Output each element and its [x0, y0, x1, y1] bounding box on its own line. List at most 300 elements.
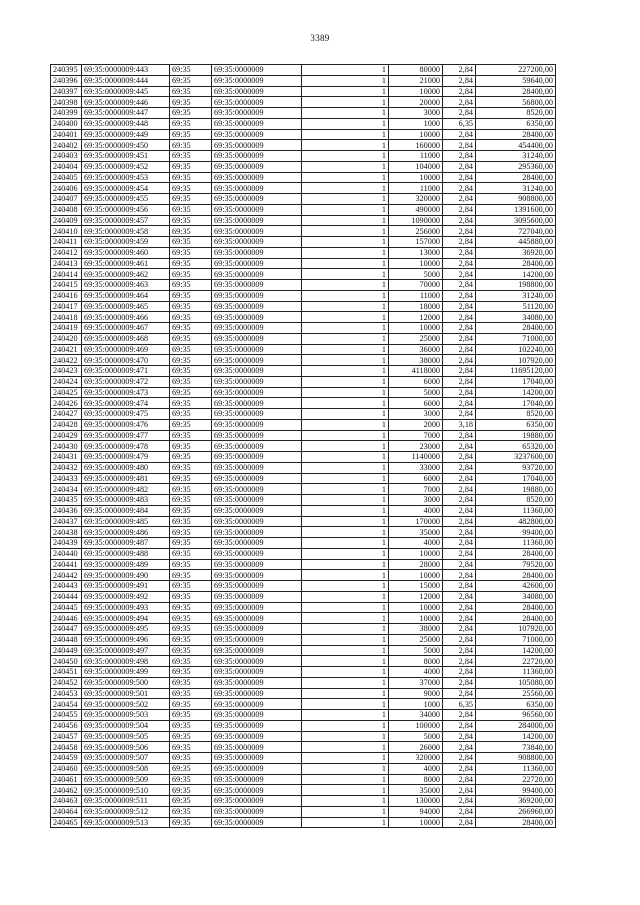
cell-district-code: 69:35 [170, 548, 212, 559]
cell-count: 1 [302, 656, 389, 667]
table-row [51, 742, 556, 753]
cell-value: 51120,00 [476, 301, 556, 312]
cell-area: 12000 [389, 591, 443, 602]
cell-row-number: 240406 [51, 183, 82, 194]
cell-cadastral-number: 69:35:0000009:488 [82, 548, 170, 559]
table-row [51, 462, 556, 473]
cell-row-number: 240447 [51, 624, 82, 635]
cell-count: 1 [302, 516, 389, 527]
cell-count: 1 [302, 452, 389, 463]
cell-area: 25000 [389, 333, 443, 344]
table-row [51, 677, 556, 688]
cell-count: 1 [302, 667, 389, 678]
cell-district-code: 69:35 [170, 237, 212, 248]
cell-area: 4000 [389, 538, 443, 549]
cell-value: 36920,00 [476, 247, 556, 258]
cell-rate: 2,84 [443, 645, 476, 656]
cell-area: 6000 [389, 376, 443, 387]
table-row [51, 452, 556, 463]
cell-district-code: 69:35 [170, 484, 212, 495]
cell-value: 31240,00 [476, 183, 556, 194]
cell-rate: 2,84 [443, 559, 476, 570]
cell-quarter-number: 69:35:0000009 [212, 581, 302, 592]
cell-cadastral-number: 69:35:0000009:504 [82, 720, 170, 731]
cell-count: 1 [302, 624, 389, 635]
table-row [51, 538, 556, 549]
cell-area: 1140000 [389, 452, 443, 463]
cell-area: 38000 [389, 355, 443, 366]
cell-cadastral-number: 69:35:0000009:480 [82, 462, 170, 473]
cell-district-code: 69:35 [170, 806, 212, 817]
cell-cadastral-number: 69:35:0000009:467 [82, 323, 170, 334]
table-row [51, 785, 556, 796]
table-row [51, 409, 556, 420]
cell-value: 42600,00 [476, 581, 556, 592]
table-row [51, 118, 556, 129]
cell-value: 14200,00 [476, 731, 556, 742]
cell-quarter-number: 69:35:0000009 [212, 430, 302, 441]
cell-area: 160000 [389, 140, 443, 151]
cell-quarter-number: 69:35:0000009 [212, 258, 302, 269]
cell-area: 80000 [389, 65, 443, 76]
cell-quarter-number: 69:35:0000009 [212, 290, 302, 301]
table-row [51, 591, 556, 602]
cell-area: 170000 [389, 516, 443, 527]
table-row [51, 97, 556, 108]
cell-rate: 2,84 [443, 75, 476, 86]
cell-value: 295360,00 [476, 161, 556, 172]
cell-quarter-number: 69:35:0000009 [212, 140, 302, 151]
cell-cadastral-number: 69:35:0000009:487 [82, 538, 170, 549]
cell-rate: 2,84 [443, 817, 476, 828]
cell-area: 320000 [389, 194, 443, 205]
cell-quarter-number: 69:35:0000009 [212, 387, 302, 398]
cell-value: 266960,00 [476, 806, 556, 817]
cell-area: 7000 [389, 430, 443, 441]
cell-district-code: 69:35 [170, 409, 212, 420]
cell-value: 6350,00 [476, 118, 556, 129]
cell-cadastral-number: 69:35:0000009:477 [82, 430, 170, 441]
cell-cadastral-number: 69:35:0000009:458 [82, 226, 170, 237]
cell-count: 1 [302, 86, 389, 97]
cell-count: 1 [302, 409, 389, 420]
cell-quarter-number: 69:35:0000009 [212, 108, 302, 119]
cell-row-number: 240457 [51, 731, 82, 742]
cell-quarter-number: 69:35:0000009 [212, 269, 302, 280]
cell-quarter-number: 69:35:0000009 [212, 817, 302, 828]
cell-cadastral-number: 69:35:0000009:507 [82, 753, 170, 764]
cell-count: 1 [302, 172, 389, 183]
cell-area: 3000 [389, 409, 443, 420]
cell-count: 1 [302, 269, 389, 280]
cell-value: 31240,00 [476, 290, 556, 301]
cell-count: 1 [302, 548, 389, 559]
cell-rate: 2,84 [443, 731, 476, 742]
cell-count: 1 [302, 290, 389, 301]
cell-quarter-number: 69:35:0000009 [212, 613, 302, 624]
cell-rate: 2,84 [443, 301, 476, 312]
table-row [51, 269, 556, 280]
cell-area: 256000 [389, 226, 443, 237]
cell-district-code: 69:35 [170, 269, 212, 280]
cell-rate: 2,84 [443, 462, 476, 473]
cell-count: 1 [302, 742, 389, 753]
cell-value: 28400,00 [476, 129, 556, 140]
table-row [51, 312, 556, 323]
cell-row-number: 240464 [51, 806, 82, 817]
cell-rate: 2,84 [443, 796, 476, 807]
cell-cadastral-number: 69:35:0000009:448 [82, 118, 170, 129]
cell-area: 157000 [389, 237, 443, 248]
cell-count: 1 [302, 785, 389, 796]
cell-value: 96560,00 [476, 710, 556, 721]
cell-quarter-number: 69:35:0000009 [212, 516, 302, 527]
cell-area: 34000 [389, 710, 443, 721]
cell-rate: 2,84 [443, 280, 476, 291]
cell-quarter-number: 69:35:0000009 [212, 398, 302, 409]
cell-row-number: 240434 [51, 484, 82, 495]
cell-value: 73840,00 [476, 742, 556, 753]
cell-quarter-number: 69:35:0000009 [212, 376, 302, 387]
cell-row-number: 240417 [51, 301, 82, 312]
cell-count: 1 [302, 645, 389, 656]
table-row [51, 366, 556, 377]
cell-district-code: 69:35 [170, 419, 212, 430]
cell-area: 35000 [389, 785, 443, 796]
cell-row-number: 240413 [51, 258, 82, 269]
table-row [51, 215, 556, 226]
cell-row-number: 240405 [51, 172, 82, 183]
cell-area: 10000 [389, 570, 443, 581]
cell-row-number: 240408 [51, 204, 82, 215]
cell-count: 1 [302, 505, 389, 516]
cell-cadastral-number: 69:35:0000009:459 [82, 237, 170, 248]
table-row [51, 280, 556, 291]
cell-count: 1 [302, 151, 389, 162]
cell-district-code: 69:35 [170, 280, 212, 291]
cell-area: 104000 [389, 161, 443, 172]
table-row [51, 796, 556, 807]
cell-row-number: 240438 [51, 527, 82, 538]
cell-district-code: 69:35 [170, 645, 212, 656]
cell-cadastral-number: 69:35:0000009:509 [82, 774, 170, 785]
cell-value: 11360,00 [476, 763, 556, 774]
cell-area: 5000 [389, 731, 443, 742]
cell-rate: 2,84 [443, 473, 476, 484]
cell-quarter-number: 69:35:0000009 [212, 172, 302, 183]
cell-cadastral-number: 69:35:0000009:463 [82, 280, 170, 291]
cell-quarter-number: 69:35:0000009 [212, 226, 302, 237]
cell-area: 4118000 [389, 366, 443, 377]
cell-district-code: 69:35 [170, 699, 212, 710]
cell-area: 5000 [389, 645, 443, 656]
cell-cadastral-number: 69:35:0000009:451 [82, 151, 170, 162]
table-row [51, 624, 556, 635]
cell-rate: 2,84 [443, 624, 476, 635]
cell-cadastral-number: 69:35:0000009:486 [82, 527, 170, 538]
cell-count: 1 [302, 247, 389, 258]
cell-count: 1 [302, 710, 389, 721]
cell-row-number: 240404 [51, 161, 82, 172]
cell-count: 1 [302, 204, 389, 215]
cell-row-number: 240409 [51, 215, 82, 226]
table-row [51, 86, 556, 97]
cell-quarter-number: 69:35:0000009 [212, 484, 302, 495]
cell-count: 1 [302, 796, 389, 807]
table-row [51, 516, 556, 527]
cell-row-number: 240422 [51, 355, 82, 366]
cell-cadastral-number: 69:35:0000009:501 [82, 688, 170, 699]
cell-cadastral-number: 69:35:0000009:469 [82, 344, 170, 355]
cell-count: 1 [302, 355, 389, 366]
cell-area: 4000 [389, 667, 443, 678]
cell-rate: 3,18 [443, 419, 476, 430]
cell-count: 1 [302, 194, 389, 205]
cell-count: 1 [302, 419, 389, 430]
cell-value: 107920,00 [476, 624, 556, 635]
cell-rate: 2,84 [443, 785, 476, 796]
cell-quarter-number: 69:35:0000009 [212, 774, 302, 785]
cell-count: 1 [302, 753, 389, 764]
cell-row-number: 240412 [51, 247, 82, 258]
cell-cadastral-number: 69:35:0000009:452 [82, 161, 170, 172]
cell-value: 28400,00 [476, 613, 556, 624]
table-row [51, 667, 556, 678]
cell-value: 6350,00 [476, 699, 556, 710]
cell-area: 10000 [389, 172, 443, 183]
cell-row-number: 240419 [51, 323, 82, 334]
cell-quarter-number: 69:35:0000009 [212, 452, 302, 463]
cell-rate: 2,84 [443, 409, 476, 420]
cell-cadastral-number: 69:35:0000009:453 [82, 172, 170, 183]
table-row [51, 108, 556, 119]
cell-value: 14200,00 [476, 269, 556, 280]
cell-count: 1 [302, 129, 389, 140]
cell-area: 6000 [389, 473, 443, 484]
cell-rate: 2,84 [443, 333, 476, 344]
cell-quarter-number: 69:35:0000009 [212, 247, 302, 258]
cell-value: 445880,00 [476, 237, 556, 248]
cadastral-value-table [50, 64, 556, 828]
cell-row-number: 240452 [51, 677, 82, 688]
cell-rate: 2,84 [443, 516, 476, 527]
cell-district-code: 69:35 [170, 473, 212, 484]
cell-row-number: 240414 [51, 269, 82, 280]
cell-area: 2000 [389, 419, 443, 430]
table-row [51, 75, 556, 86]
cell-cadastral-number: 69:35:0000009:466 [82, 312, 170, 323]
cell-rate: 2,84 [443, 720, 476, 731]
table-row [51, 817, 556, 828]
cell-rate: 2,84 [443, 376, 476, 387]
cell-rate: 2,84 [443, 247, 476, 258]
cell-row-number: 240453 [51, 688, 82, 699]
cell-rate: 2,84 [443, 86, 476, 97]
cell-cadastral-number: 69:35:0000009:460 [82, 247, 170, 258]
cell-quarter-number: 69:35:0000009 [212, 753, 302, 764]
cell-value: 482800,00 [476, 516, 556, 527]
cell-rate: 2,84 [443, 355, 476, 366]
cell-cadastral-number: 69:35:0000009:475 [82, 409, 170, 420]
cell-value: 227200,00 [476, 65, 556, 76]
cell-value: 71000,00 [476, 333, 556, 344]
cell-row-number: 240443 [51, 581, 82, 592]
cell-count: 1 [302, 237, 389, 248]
cell-row-number: 240465 [51, 817, 82, 828]
cell-district-code: 69:35 [170, 817, 212, 828]
cell-rate: 2,84 [443, 688, 476, 699]
cell-row-number: 240454 [51, 699, 82, 710]
cell-row-number: 240420 [51, 333, 82, 344]
cell-cadastral-number: 69:35:0000009:457 [82, 215, 170, 226]
cell-value: 908800,00 [476, 753, 556, 764]
table-row [51, 129, 556, 140]
cell-value: 107920,00 [476, 355, 556, 366]
cell-district-code: 69:35 [170, 323, 212, 334]
cell-area: 15000 [389, 581, 443, 592]
cell-cadastral-number: 69:35:0000009:446 [82, 97, 170, 108]
cell-count: 1 [302, 731, 389, 742]
cell-row-number: 240400 [51, 118, 82, 129]
cell-quarter-number: 69:35:0000009 [212, 656, 302, 667]
table-row [51, 581, 556, 592]
cell-count: 1 [302, 634, 389, 645]
cell-rate: 2,84 [443, 269, 476, 280]
cell-rate: 2,84 [443, 548, 476, 559]
cell-district-code: 69:35 [170, 441, 212, 452]
cell-cadastral-number: 69:35:0000009:456 [82, 204, 170, 215]
cell-row-number: 240456 [51, 720, 82, 731]
cell-quarter-number: 69:35:0000009 [212, 505, 302, 516]
cell-value: 454400,00 [476, 140, 556, 151]
cell-quarter-number: 69:35:0000009 [212, 688, 302, 699]
cell-row-number: 240451 [51, 667, 82, 678]
cell-value: 14200,00 [476, 387, 556, 398]
cell-district-code: 69:35 [170, 247, 212, 258]
table-row [51, 237, 556, 248]
cell-count: 1 [302, 720, 389, 731]
cell-value: 369200,00 [476, 796, 556, 807]
table-row [51, 570, 556, 581]
cell-row-number: 240431 [51, 452, 82, 463]
cell-district-code: 69:35 [170, 172, 212, 183]
cell-row-number: 240407 [51, 194, 82, 205]
cell-count: 1 [302, 97, 389, 108]
cell-row-number: 240403 [51, 151, 82, 162]
cell-rate: 2,84 [443, 505, 476, 516]
cell-value: 59640,00 [476, 75, 556, 86]
cell-count: 1 [302, 118, 389, 129]
cell-quarter-number: 69:35:0000009 [212, 333, 302, 344]
cell-row-number: 240430 [51, 441, 82, 452]
cell-value: 28400,00 [476, 817, 556, 828]
cell-cadastral-number: 69:35:0000009:497 [82, 645, 170, 656]
cell-cadastral-number: 69:35:0000009:499 [82, 667, 170, 678]
cell-row-number: 240448 [51, 634, 82, 645]
cell-value: 99400,00 [476, 527, 556, 538]
cell-quarter-number: 69:35:0000009 [212, 312, 302, 323]
cell-rate: 2,84 [443, 366, 476, 377]
cell-row-number: 240460 [51, 763, 82, 774]
cell-row-number: 240410 [51, 226, 82, 237]
cell-district-code: 69:35 [170, 731, 212, 742]
cell-quarter-number: 69:35:0000009 [212, 591, 302, 602]
table-row [51, 645, 556, 656]
cell-cadastral-number: 69:35:0000009:455 [82, 194, 170, 205]
table-row [51, 194, 556, 205]
cell-cadastral-number: 69:35:0000009:491 [82, 581, 170, 592]
table-row [51, 688, 556, 699]
cell-area: 5000 [389, 387, 443, 398]
cell-row-number: 240418 [51, 312, 82, 323]
table-row [51, 323, 556, 334]
cell-rate: 2,84 [443, 806, 476, 817]
cell-value: 19880,00 [476, 430, 556, 441]
table-row [51, 290, 556, 301]
cell-cadastral-number: 69:35:0000009:462 [82, 269, 170, 280]
cell-area: 18000 [389, 301, 443, 312]
table-row [51, 484, 556, 495]
cell-count: 1 [302, 312, 389, 323]
cell-count: 1 [302, 602, 389, 613]
cell-count: 1 [302, 161, 389, 172]
cell-rate: 2,84 [443, 215, 476, 226]
cell-count: 1 [302, 473, 389, 484]
cell-quarter-number: 69:35:0000009 [212, 710, 302, 721]
cell-district-code: 69:35 [170, 118, 212, 129]
cell-value: 99400,00 [476, 785, 556, 796]
cell-row-number: 240440 [51, 548, 82, 559]
cell-cadastral-number: 69:35:0000009:476 [82, 419, 170, 430]
cell-district-code: 69:35 [170, 656, 212, 667]
cell-district-code: 69:35 [170, 258, 212, 269]
cell-cadastral-number: 69:35:0000009:470 [82, 355, 170, 366]
cell-cadastral-number: 69:35:0000009:496 [82, 634, 170, 645]
cell-row-number: 240428 [51, 419, 82, 430]
cell-row-number: 240455 [51, 710, 82, 721]
cell-rate: 2,84 [443, 634, 476, 645]
cell-count: 1 [302, 677, 389, 688]
table-row [51, 753, 556, 764]
cell-cadastral-number: 69:35:0000009:511 [82, 796, 170, 807]
cell-district-code: 69:35 [170, 65, 212, 76]
cell-count: 1 [302, 333, 389, 344]
cell-quarter-number: 69:35:0000009 [212, 183, 302, 194]
cell-value: 25560,00 [476, 688, 556, 699]
cell-row-number: 240396 [51, 75, 82, 86]
cell-count: 1 [302, 559, 389, 570]
cell-area: 70000 [389, 280, 443, 291]
cell-district-code: 69:35 [170, 753, 212, 764]
cell-district-code: 69:35 [170, 183, 212, 194]
cell-rate: 2,84 [443, 667, 476, 678]
cell-quarter-number: 69:35:0000009 [212, 731, 302, 742]
cell-count: 1 [302, 108, 389, 119]
cell-district-code: 69:35 [170, 667, 212, 678]
table-row [51, 613, 556, 624]
cell-rate: 2,84 [443, 742, 476, 753]
cell-row-number: 240436 [51, 505, 82, 516]
table-row [51, 699, 556, 710]
cell-district-code: 69:35 [170, 785, 212, 796]
cell-district-code: 69:35 [170, 505, 212, 516]
cell-district-code: 69:35 [170, 538, 212, 549]
cell-quarter-number: 69:35:0000009 [212, 763, 302, 774]
cell-quarter-number: 69:35:0000009 [212, 645, 302, 656]
cell-rate: 2,84 [443, 151, 476, 162]
cell-district-code: 69:35 [170, 742, 212, 753]
cell-count: 1 [302, 376, 389, 387]
